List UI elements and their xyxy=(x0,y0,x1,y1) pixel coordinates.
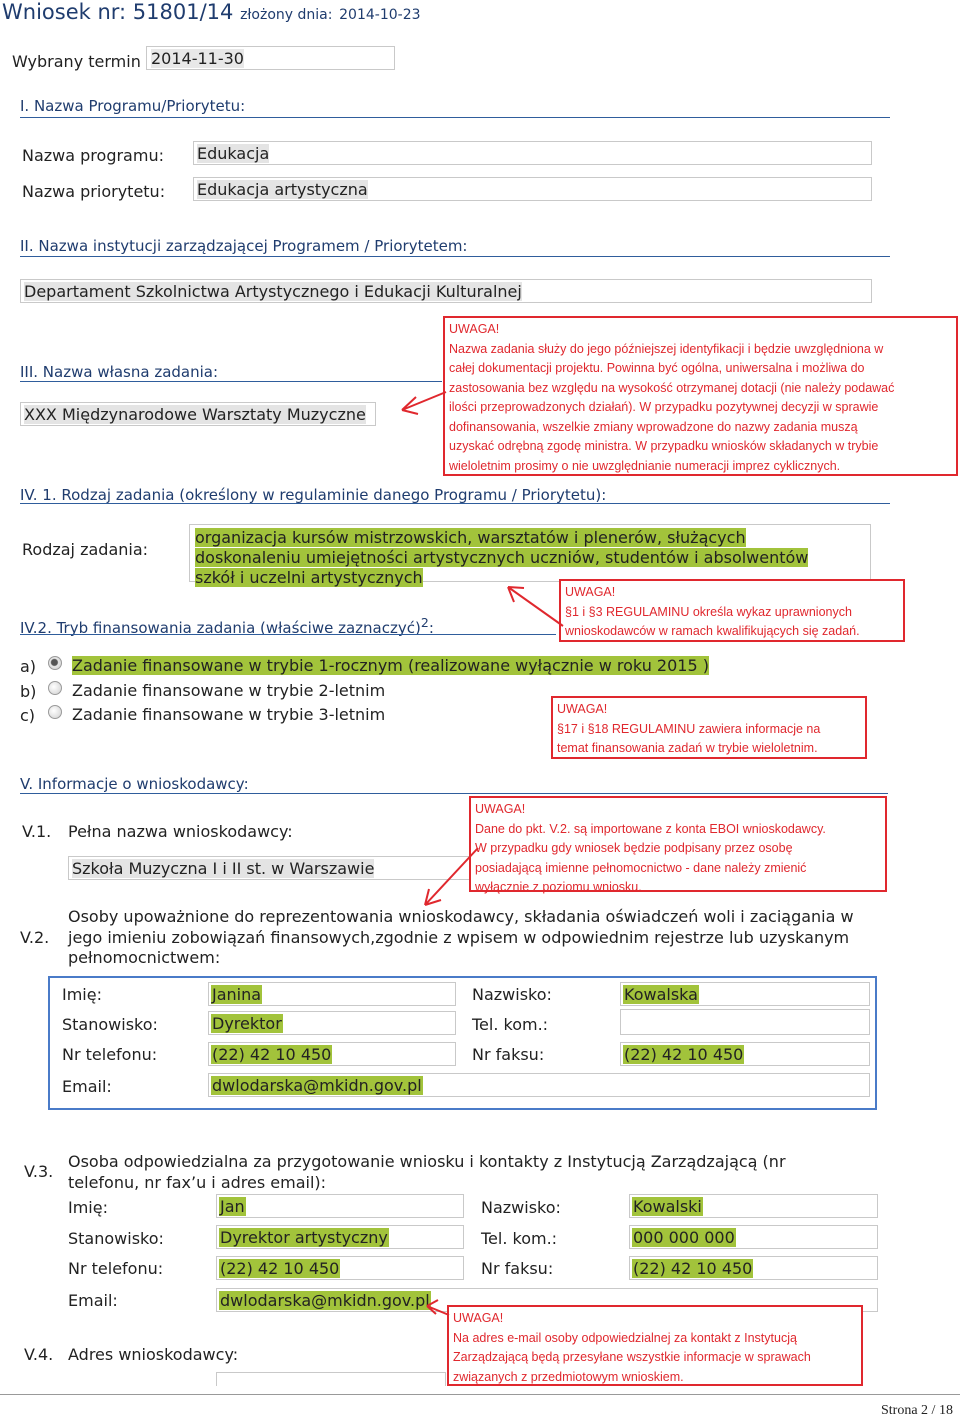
rep-phone-label: Nr telefonu: xyxy=(62,1045,158,1064)
rep-first-name-value: Janina xyxy=(212,985,262,1004)
note-contact-email: UWAGA! Na adres e-mail osoby odpowiedzialnej za kontakt z Instytucją Zarządzającą będą przesyłane wszystkie informacje w sprawach związanych z przedmiotowym wnioskiem. xyxy=(447,1305,863,1386)
address-label: Adres wnioskodawcy: xyxy=(68,1345,239,1364)
contact-email-label: Email: xyxy=(68,1291,118,1310)
contact-position-label: Stanowisko: xyxy=(68,1229,164,1248)
contact-last-name-label: Nazwisko: xyxy=(481,1198,561,1217)
arrow-to-applicant xyxy=(425,848,478,905)
contact-fax-value: (22) 42 10 450 xyxy=(633,1259,753,1278)
section-4-title: IV. 1. Rodzaj zadania (określony w regulaminie danego Programu / Priorytetu): xyxy=(20,486,607,504)
section-2-title: II. Nazwa instytucji zarządzającej Programem / Priorytetem: xyxy=(20,237,468,255)
submitted-label: złożony dnia: xyxy=(240,7,333,23)
option-c-letter: c) xyxy=(20,706,36,725)
rep-phone-value: (22) 42 10 450 xyxy=(212,1045,332,1064)
note-line: zastosowania bez względu na wysokość otrzymanej dotacji (nie należy podawać xyxy=(449,380,895,395)
note-line: uzyskać odrębną zgodę ministra. W przypadku wniosków składanych w trybie xyxy=(449,439,879,453)
application-title: Wniosek nr: 51801/14 xyxy=(2,0,234,24)
rep-mobile-label: Tel. kom.: xyxy=(472,1015,549,1034)
v4-number: V.4. xyxy=(24,1345,54,1364)
program-value: Edukacja xyxy=(197,144,270,163)
option-b-label[interactable]: Zadanie finansowane w trybie 2-letnim xyxy=(72,681,386,700)
rep-position-value: Dyrektor xyxy=(212,1014,282,1033)
contact-fax-label: Nr faksu: xyxy=(481,1259,554,1278)
rep-fax-value: (22) 42 10 450 xyxy=(624,1045,744,1064)
task-type-label: Rodzaj zadania: xyxy=(22,540,149,559)
contact-email-value: dwlodarska@mkidn.gov.pl xyxy=(220,1291,430,1310)
institution-value: Departament Szkolnictwa Artystycznego i Edukacji Kulturalnej xyxy=(24,282,522,301)
program-label: Nazwa programu: xyxy=(22,146,164,165)
note-regulation: UWAGA! §1 i §3 REGULAMINU określa wykaz uprawnionych wnioskodawców w ramach kwalifikujących się zadań. xyxy=(559,579,905,642)
contact-phone-label: Nr telefonu: xyxy=(68,1259,164,1278)
note-line: wieloletnim prosimy o nie uwzględnianie numeracji imprez cyklicznych. xyxy=(449,458,841,473)
option-a-label[interactable]: Zadanie finansowane w trybie 1-rocznym (realizowane wyłącznie w roku 2015 ) xyxy=(72,656,709,675)
rep-fax-label: Nr faksu: xyxy=(472,1045,545,1064)
v2-number: V.2. xyxy=(20,928,50,947)
note-line: ilości przeprowadzonych działań). W przypadku pozytywnej decyzji w sprawie xyxy=(449,400,879,414)
note-line: całej dokumentacji projektu. Powinna być ogólna, uniwersalna i możliwa do xyxy=(449,361,865,375)
applicant-name-label: Pełna nazwa wnioskodawcy: xyxy=(68,822,293,841)
note-head: UWAGA! xyxy=(449,322,500,336)
contact-position-value: Dyrektor artystyczny xyxy=(220,1228,388,1247)
term-label: Wybrany termin xyxy=(12,52,141,71)
rep-last-name-label: Nazwisko: xyxy=(472,985,552,1004)
note-line: dofinansowania, wszelkie zmiany wprowadzone do nazwy zadania muszą xyxy=(449,419,858,434)
arrow-to-task-name xyxy=(402,392,446,414)
v3-number: V.3. xyxy=(24,1162,54,1181)
contact-mobile-label: Tel. kom.: xyxy=(481,1229,558,1248)
contact-mobile-value: 000 000 000 xyxy=(633,1228,735,1247)
submitted-date: 2014-10-23 xyxy=(339,7,421,23)
note-line: Nazwa zadania służy do jego późniejszej identyfikacji i będzie uwzględniona w xyxy=(449,341,884,356)
term-value: 2014-11-30 xyxy=(151,49,244,68)
option-a-letter: a) xyxy=(20,657,37,676)
contact-last-name-value: Kowalski xyxy=(633,1197,702,1216)
arrow-to-contact-email xyxy=(427,1300,449,1315)
note-eboi: UWAGA! Dane do pkt. V.2. są importowane z konta EBOI wnioskodawcy. W przypadku gdy wniosek będzie podpisany przez osobę posiadającą imienne pełnomocnictwo - dane należy zmienić wyłącznie z poziomu wniosku. xyxy=(469,796,887,892)
rep-position-label: Stanowisko: xyxy=(62,1015,158,1034)
section-3-title: III. Nazwa własna zadania: xyxy=(20,363,219,381)
section-1-title: I. Nazwa Programu/Priorytetu: xyxy=(20,97,246,115)
applicant-name-value: Szkoła Muzyczna I i II st. w Warszawie xyxy=(72,859,375,878)
option-c-label[interactable]: Zadanie finansowane w trybie 3-letnim xyxy=(72,705,386,724)
section-4-2-title: IV.2. Tryb finansowania zadania (właściwe zaznaczyć)$^2$: xyxy=(20,615,434,637)
contact-phone-value: (22) 42 10 450 xyxy=(220,1259,340,1278)
option-b-letter: b) xyxy=(20,682,37,701)
v2-description: Osoby upoważnione do reprezentowania wnioskodawcy, składania oświadczeń woli i zaciągania w jego imieniu zobowiązań finansowych,zgodnie z wpisem w odpowiednim rejestrze lub uzyskanym pełnomocnictwem: xyxy=(68,907,854,967)
task-type-text: organizacja kursów mistrzowskich, warsztatów i plenerów, służących doskonaleniu umiejętności artystycznych uczniów, studentów i absolwentów szkół i uczelni artystycznych xyxy=(195,528,809,587)
v1-number: V.1. xyxy=(22,822,52,841)
rep-email-value: dwlodarska@mkidn.gov.pl xyxy=(212,1076,422,1095)
contact-first-name-value: Jan xyxy=(220,1197,245,1216)
arrow-to-task-type xyxy=(508,587,563,626)
note-multiyear: UWAGA! §17 i §18 REGULAMINU zawiera informacje na temat finansowania zadań w trybie wieloletnim. xyxy=(551,696,867,759)
priority-value: Edukacja artystyczna xyxy=(197,180,368,199)
priority-label: Nazwa priorytetu: xyxy=(22,182,166,201)
rep-first-name-label: Imię: xyxy=(62,985,102,1004)
section-5-title: V. Informacje o wnioskodawcy: xyxy=(20,775,249,793)
rep-last-name-value: Kowalska xyxy=(624,985,698,1004)
task-name-value: XXX Międzynarodowe Warsztaty Muzyczne xyxy=(24,405,366,424)
page-number: Strona 2 / 18 xyxy=(881,1403,953,1418)
v3-description: Osoba odpowiedzialna za przygotowanie wniosku i kontakty z Instytucją Zarządzającą (nr telefonu, nr fax’u i adres email): xyxy=(68,1152,786,1192)
rep-email-label: Email: xyxy=(62,1077,112,1096)
contact-first-name-label: Imię: xyxy=(68,1198,108,1217)
